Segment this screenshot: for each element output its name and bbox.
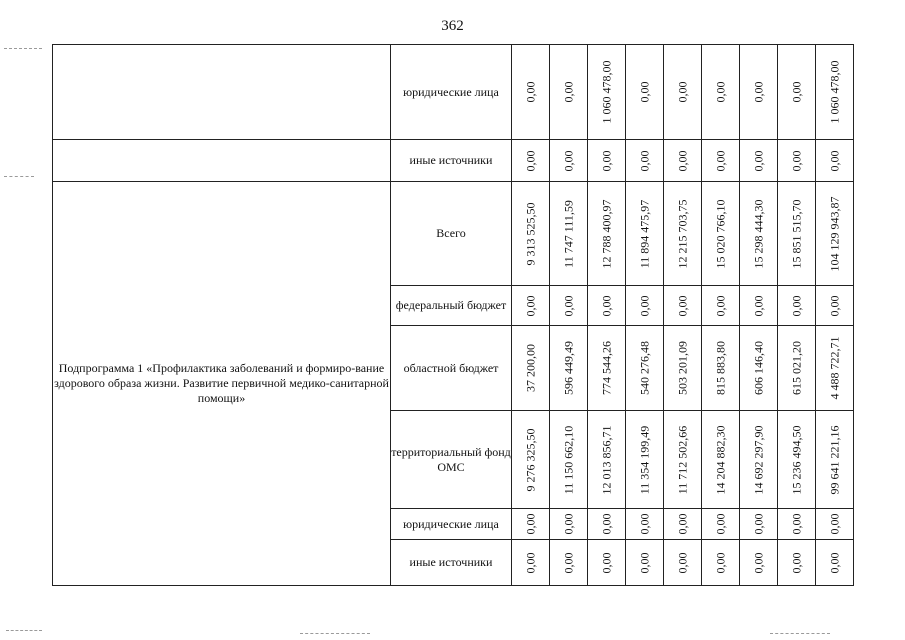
value-cell xyxy=(664,411,702,509)
value-cell xyxy=(740,45,778,140)
funding-source-cell: территориальный фонд ОМС xyxy=(391,411,512,509)
value-text: 0,00 xyxy=(751,295,765,316)
value-text: 15 851 515,70 xyxy=(789,199,803,268)
value-text: 774 544,26 xyxy=(599,341,613,395)
funding-source-cell: иные источники xyxy=(391,140,512,182)
value-cell xyxy=(588,540,626,586)
value-text: 0,00 xyxy=(523,552,537,573)
value-cell xyxy=(702,509,740,540)
value-cell xyxy=(626,182,664,286)
value-cell xyxy=(740,140,778,182)
value-cell xyxy=(740,182,778,286)
value-text: 0,00 xyxy=(637,295,651,316)
value-text: 0,00 xyxy=(713,81,727,103)
value-text: 12 215 703,75 xyxy=(675,199,689,268)
value-text: 596 449,49 xyxy=(561,341,575,395)
value-cell xyxy=(512,140,550,182)
funding-table xyxy=(52,44,854,586)
value-cell xyxy=(664,326,702,411)
value-cell xyxy=(702,286,740,326)
value-cell xyxy=(664,509,702,540)
value-text: 14 692 297,90 xyxy=(751,425,765,494)
value-cell xyxy=(740,286,778,326)
funding-table-body xyxy=(53,45,854,586)
value-cell xyxy=(778,140,816,182)
page-number: 362 xyxy=(441,18,464,34)
value-cell xyxy=(588,411,626,509)
scan-artifact xyxy=(4,176,34,177)
value-text: 14 204 882,30 xyxy=(713,425,727,494)
value-cell xyxy=(550,182,588,286)
value-text: 0,00 xyxy=(789,81,803,103)
value-cell xyxy=(550,45,588,140)
value-text: 12 788 400,97 xyxy=(599,199,613,268)
value-cell xyxy=(816,140,854,182)
value-cell xyxy=(512,540,550,586)
value-cell xyxy=(626,411,664,509)
value-cell xyxy=(550,326,588,411)
value-cell xyxy=(778,411,816,509)
value-text: 0,00 xyxy=(561,513,575,535)
value-cell xyxy=(550,540,588,586)
value-cell xyxy=(664,182,702,286)
value-text: 0,00 xyxy=(675,552,689,573)
value-cell xyxy=(512,326,550,411)
value-cell xyxy=(626,286,664,326)
value-cell xyxy=(550,286,588,326)
value-text: 0,00 xyxy=(637,513,651,535)
value-text: 540 276,48 xyxy=(637,341,651,395)
value-text: 0,00 xyxy=(675,513,689,535)
previous-program-cell xyxy=(53,45,391,140)
value-cell xyxy=(550,509,588,540)
value-cell xyxy=(778,326,816,411)
funding-source-cell: областной бюджет xyxy=(391,326,512,411)
value-text: 1 060 478,00 xyxy=(827,60,841,124)
table-row xyxy=(53,182,854,286)
value-cell xyxy=(702,182,740,286)
value-cell xyxy=(664,140,702,182)
value-cell xyxy=(664,286,702,326)
value-text: 0,00 xyxy=(637,552,651,573)
value-text: 0,00 xyxy=(675,295,689,316)
value-cell xyxy=(740,540,778,586)
value-cell xyxy=(702,140,740,182)
value-cell xyxy=(550,140,588,182)
value-text: 0,00 xyxy=(523,150,537,171)
value-cell xyxy=(702,326,740,411)
value-cell xyxy=(664,540,702,586)
value-cell xyxy=(778,540,816,586)
previous-program-cell xyxy=(53,140,391,182)
value-text: 503 201,09 xyxy=(675,341,689,395)
value-text: 0,00 xyxy=(561,81,575,103)
value-cell xyxy=(740,509,778,540)
funding-source-cell: Всего xyxy=(391,182,512,286)
value-text: 11 894 475,97 xyxy=(637,199,651,268)
value-text: 0,00 xyxy=(789,552,803,573)
value-cell xyxy=(626,140,664,182)
value-text: 0,00 xyxy=(827,295,841,316)
value-cell xyxy=(550,411,588,509)
value-text: 0,00 xyxy=(675,81,689,103)
value-text: 0,00 xyxy=(599,552,613,573)
value-text: 0,00 xyxy=(637,150,651,171)
value-text: 0,00 xyxy=(751,552,765,573)
value-text: 0,00 xyxy=(599,513,613,535)
value-cell xyxy=(512,182,550,286)
value-cell xyxy=(740,411,778,509)
value-cell xyxy=(588,286,626,326)
value-text: 0,00 xyxy=(523,295,537,316)
value-text: 11 712 502,66 xyxy=(675,425,689,494)
scan-artifact xyxy=(4,48,42,49)
value-text: 11 354 199,49 xyxy=(637,425,651,494)
value-text: 0,00 xyxy=(637,81,651,103)
value-text: 0,00 xyxy=(523,81,537,103)
value-cell xyxy=(626,45,664,140)
scan-artifact xyxy=(770,633,830,634)
value-text: 0,00 xyxy=(713,295,727,316)
value-text: 11 747 111,59 xyxy=(561,199,575,268)
value-cell xyxy=(664,45,702,140)
funding-source-cell: иные источники xyxy=(391,540,512,586)
value-cell xyxy=(740,326,778,411)
funding-source-cell: юридические лица xyxy=(391,509,512,540)
value-cell xyxy=(778,45,816,140)
value-text: 0,00 xyxy=(713,552,727,573)
value-cell xyxy=(816,182,854,286)
value-cell xyxy=(816,540,854,586)
value-cell xyxy=(512,411,550,509)
value-cell xyxy=(702,540,740,586)
value-cell xyxy=(588,182,626,286)
value-text: 0,00 xyxy=(561,552,575,573)
value-text: 9 313 525,50 xyxy=(523,202,537,265)
value-text: 0,00 xyxy=(827,552,841,573)
value-cell xyxy=(778,509,816,540)
value-text: 104 129 943,87 xyxy=(827,196,841,271)
value-cell xyxy=(588,140,626,182)
value-cell xyxy=(626,326,664,411)
value-cell xyxy=(588,509,626,540)
value-text: 0,00 xyxy=(523,513,537,535)
value-cell xyxy=(816,411,854,509)
value-text: 0,00 xyxy=(751,81,765,103)
value-cell xyxy=(778,286,816,326)
value-text: 15 020 766,10 xyxy=(713,199,727,268)
value-text: 0,00 xyxy=(789,513,803,535)
value-text: 0,00 xyxy=(713,513,727,535)
value-text: 606 146,40 xyxy=(751,341,765,395)
value-cell xyxy=(702,411,740,509)
value-cell xyxy=(512,286,550,326)
value-text: 0,00 xyxy=(713,150,727,171)
value-text: 0,00 xyxy=(599,295,613,316)
value-text: 9 276 325,50 xyxy=(523,428,537,491)
value-cell xyxy=(588,45,626,140)
value-cell xyxy=(588,326,626,411)
value-text: 15 236 494,50 xyxy=(789,425,803,494)
funding-source-cell: федеральный бюджет xyxy=(391,286,512,326)
value-cell xyxy=(626,540,664,586)
table-row xyxy=(53,140,854,182)
value-text: 15 298 444,30 xyxy=(751,199,765,268)
value-cell xyxy=(626,509,664,540)
value-text: 0,00 xyxy=(675,150,689,171)
value-text: 37 200,00 xyxy=(523,344,537,392)
scan-artifact xyxy=(6,630,42,631)
value-text: 0,00 xyxy=(789,295,803,316)
value-text: 1 060 478,00 xyxy=(599,60,613,124)
value-text: 0,00 xyxy=(751,513,765,535)
value-cell xyxy=(778,182,816,286)
value-text: 615 021,20 xyxy=(789,341,803,395)
value-text: 0,00 xyxy=(561,150,575,171)
value-text: 99 641 221,16 xyxy=(827,425,841,494)
value-cell xyxy=(512,509,550,540)
value-cell xyxy=(816,286,854,326)
funding-source-cell: юридические лица xyxy=(391,45,512,140)
value-text: 0,00 xyxy=(827,513,841,535)
value-cell xyxy=(512,45,550,140)
scan-artifact xyxy=(300,633,370,634)
value-text: 11 150 662,10 xyxy=(561,425,575,494)
value-cell xyxy=(816,45,854,140)
value-cell xyxy=(816,509,854,540)
value-text: 0,00 xyxy=(561,295,575,316)
value-text: 0,00 xyxy=(789,150,803,171)
value-cell xyxy=(702,45,740,140)
value-text: 12 013 856,71 xyxy=(599,425,613,494)
value-text: 0,00 xyxy=(827,150,841,171)
value-text: 815 883,80 xyxy=(713,341,727,395)
value-text: 0,00 xyxy=(599,150,613,171)
program-title-cell: Подпрограмма 1 «Профилактика заболеваний и формиро-вание здорового образа жизни. Развитие первичной медико-санитарной помощи» xyxy=(53,182,391,586)
value-text: 0,00 xyxy=(751,150,765,171)
value-text: 4 488 722,71 xyxy=(827,336,841,400)
value-cell xyxy=(816,326,854,411)
table-row xyxy=(53,45,854,140)
